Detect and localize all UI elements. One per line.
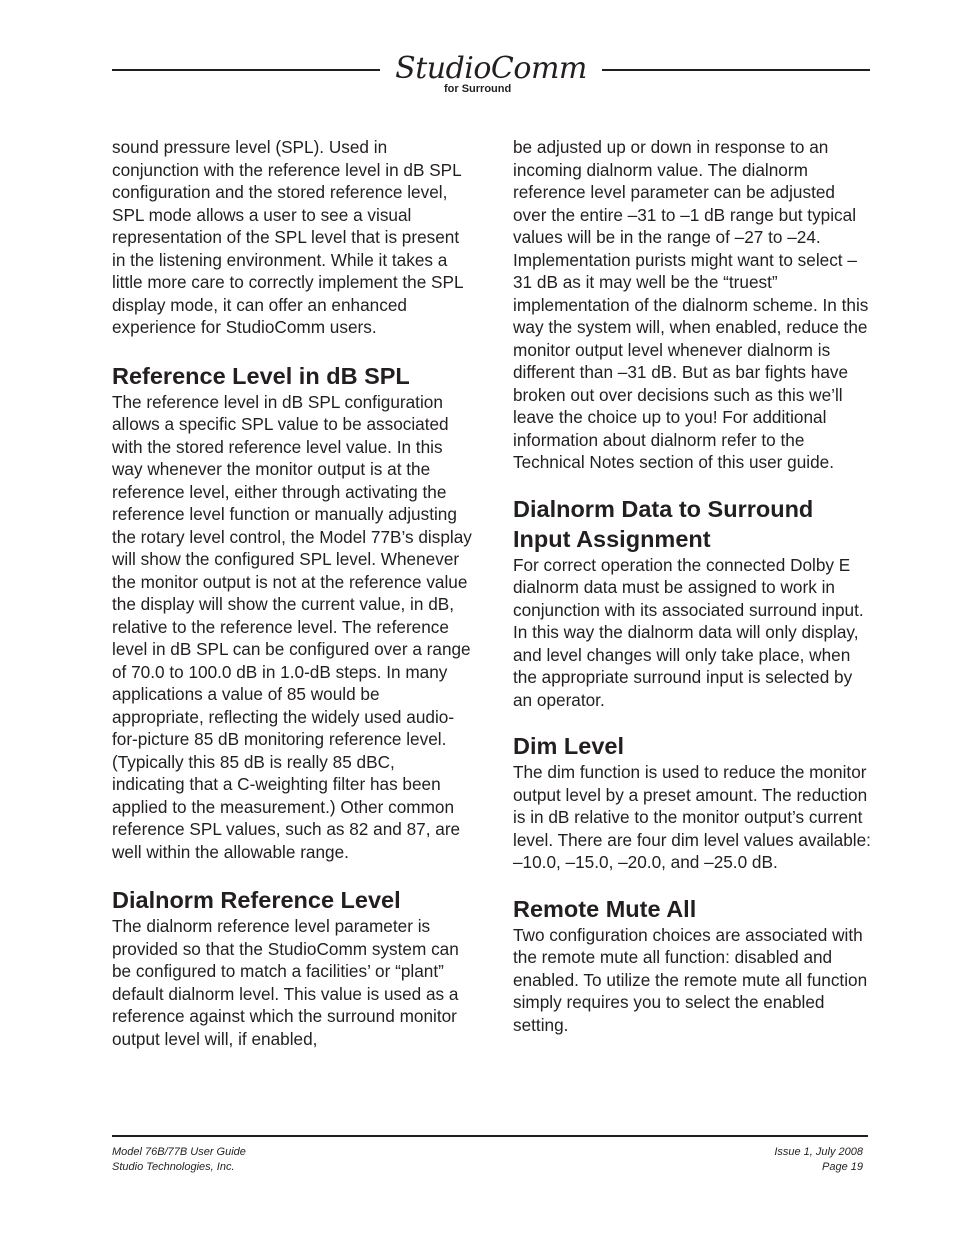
footer-rule [112,1135,868,1137]
heading-remote-mute-all: Remote Mute All [513,895,697,922]
footer-issue: Issue 1, July 2008 [774,1146,863,1158]
dim-level-paragraph: The dim function is used to reduce the monitor output level by a preset amount. The reduction is in dB relative to the monitor output’s current level. There are four dim level values available: –10.0, –15.0, –20.0, and –25.0 dB. [513,762,871,872]
dialnorm-reference-paragraph: The dialnorm reference level parameter is provided so that the StudioComm system can be configured to match a facilities’ or “plant” default dialnorm level. This value is used as a reference against which the surround monitor output level will, if enabled, [112,916,459,1049]
heading-dim-level: Dim Level [513,733,625,759]
footer-page-number: Page 19 [822,1160,863,1173]
heading-dialnorm-reference-level: Dialnorm Reference Level [112,887,401,913]
logo-subtitle: for Surround [444,83,512,95]
intro-paragraph: sound pressure level (SPL). Used in conjunction with the reference level in dB SPL configuration and the stored reference level, SPL mode allows a user to see a visual representation of the SPL level that is present in the listening environment. While it takes a little more care to correctly implement the SPL display mode, it can offer an enhanced experience for StudioComm users. [112,137,463,337]
reference-level-paragraph: The reference level in dB SPL configuration allows a specific SPL value to be associated with the stored reference level value. In this way whenever the monitor output is at the reference level, either through activating the reference level function or manually adjusting the rotary level control, the Model 77B’s display will show the configured SPL level. Whenever the monitor output is not at the reference value the display will show the current value, in dB, relative to the reference level. The reference level in dB SPL can be configured over a range of 70.0 to 100.0 dB in 1.0-dB steps. In many applications a value of 85 would be appropriate, reflecting the widely used audio-for-picture 85 dB monitoring reference level. (Typically this 85 dB is really 85 dBC, indicating that a C-weighting filter has been applied to the measurement.) Other common reference SPL values, such as 82 and 87, are well within the allowable range. [112,391,472,862]
logo-script: StudioComm [395,51,587,86]
header-rule-right [602,69,870,71]
remote-mute-paragraph: Two configuration choices are associated with the remote mute all function: disabled and enabled. To utilize the remote mute all function simply requires you to select the enabled setting. [513,924,868,1035]
dialnorm-continued-paragraph: be adjusted up or down in response to an incoming dialnorm value. The dialnorm reference level parameter can be adjusted over the entire –31 to –1 dB range but typical values will be in the range of –27 to –24. Implementation purists might want to select –31 dB as it may well be the “truest” implementation of the dialnorm scheme. In this way the system will, when enabled, reduce the monitor output level whenever dialnorm is different than –31 dB. But as bar fights have broken out over decisions such as this we’ll leave the choice up to you! For additional information about dialnorm refer to the Technical Notes section of this user guide. [513,137,869,472]
right-column [513,136,873,1036]
footer-right [774,1145,863,1174]
studiocomm-logo [388,52,594,102]
dialnorm-data-paragraph: For correct operation the connected Dolby E dialnorm data must be assigned to work in conjunction with its associated surround input. In this way the dialnorm data will only display, and level changes will only take place, when the appropriate surround input is selected by an operator. [513,554,864,710]
footer-guide-title: Model 76B/77B User Guide [112,1146,246,1158]
heading-reference-level-db-spl: Reference Level in dB SPL [112,362,410,389]
left-column [112,136,472,1050]
footer-company: Studio Technologies, Inc. [112,1160,235,1173]
heading-dialnorm-data-assignment: Dialnorm Data to Surround Input Assignment [513,495,814,552]
header-rule-left [112,69,380,71]
footer-left [112,1145,246,1174]
